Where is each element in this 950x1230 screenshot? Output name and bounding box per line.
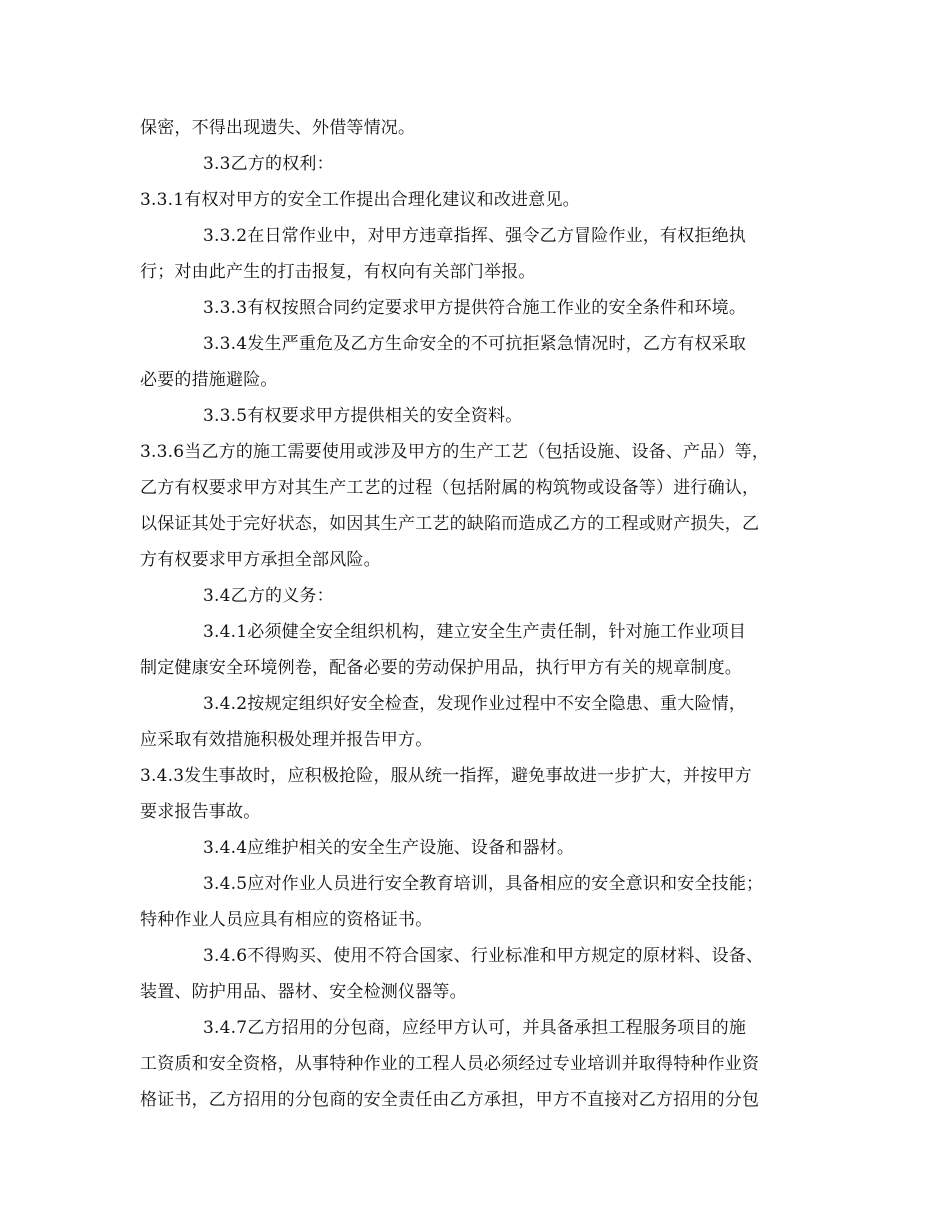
text-line: 3.3.1有权对甲方的安全工作提出合理化建议和改进意见。: [140, 190, 580, 210]
text-line: 3.3.4发生严重危及乙方生命安全的不可抗拒紧急情况时，乙方有权采取: [203, 334, 747, 354]
text-line: 乙方有权要求甲方对其生产工艺的过程（包括附属的构筑物或设备等）进行确认，: [140, 478, 760, 498]
text-line: 3.4.1必须健全安全组织机构，建立安全生产责任制，针对施工作业项目: [203, 622, 747, 642]
text-line: 3.4.3发生事故时，应积极抢险，服从统一指挥，避免事故进一步扩大，并按甲方: [140, 766, 752, 786]
text-line: 3.3.3有权按照合同约定要求甲方提供符合施工作业的安全条件和环境。: [203, 298, 747, 318]
text-line: 保密，不得出现遗失、外借等情况。: [140, 118, 416, 138]
section-heading: 3.3乙方的权利：: [203, 154, 334, 174]
text-line: 3.4.2按规定组织好安全检查，发现作业过程中不安全隐患、重大险情，: [203, 694, 747, 714]
text-line: 以保证其处于完好状态，如因其生产工艺的缺陷而造成乙方的工程或财产损失，乙: [140, 514, 760, 534]
text-line: 工资质和安全资格，从事特种作业的工程人员必须经过专业培训并取得特种作业资: [140, 1054, 760, 1074]
text-line: 3.4.7乙方招用的分包商，应经甲方认可，并具备承担工程服务项目的施: [203, 1018, 747, 1038]
text-line: 3.3.5有权要求甲方提供相关的安全资料。: [203, 406, 523, 426]
text-line: 装置、防护用品、器材、安全检测仪器等。: [140, 982, 467, 1002]
text-line: 制定健康安全环境例卷，配备必要的劳动保护用品，执行甲方有关的规章制度。: [140, 658, 742, 678]
text-line: 行；对由此产生的打击报复，有权向有关部门举报。: [140, 262, 536, 282]
text-line: 要求报告事故。: [140, 802, 261, 822]
text-line: 格证书，乙方招用的分包商的安全责任由乙方承担，甲方不直接对乙方招用的分包: [140, 1090, 760, 1110]
text-line: 3.3.2在日常作业中，对甲方违章指挥、强令乙方冒险作业，有权拒绝执: [203, 226, 747, 246]
text-line: 必要的措施避险。: [140, 370, 278, 390]
text-line: 3.4.4应维护相关的安全生产设施、设备和器材。: [203, 838, 575, 858]
text-line: 应采取有效措施积极处理并报告甲方。: [140, 730, 433, 750]
section-heading: 3.4乙方的义务：: [203, 586, 334, 606]
text-line: 3.4.6不得购买、使用不符合国家、行业标准和甲方规定的原材料、设备、: [203, 946, 764, 966]
text-line: 方有权要求甲方承担全部风险。: [140, 550, 381, 570]
text-line: 3.3.6当乙方的施工需要使用或涉及甲方的生产工艺（包括设施、设备、产品）等，: [140, 442, 770, 462]
text-line: 3.4.5应对作业人员进行安全教育培训，具备相应的安全意识和安全技能；: [203, 874, 764, 894]
text-line: 特种作业人员应具有相应的资格证书。: [140, 910, 433, 930]
